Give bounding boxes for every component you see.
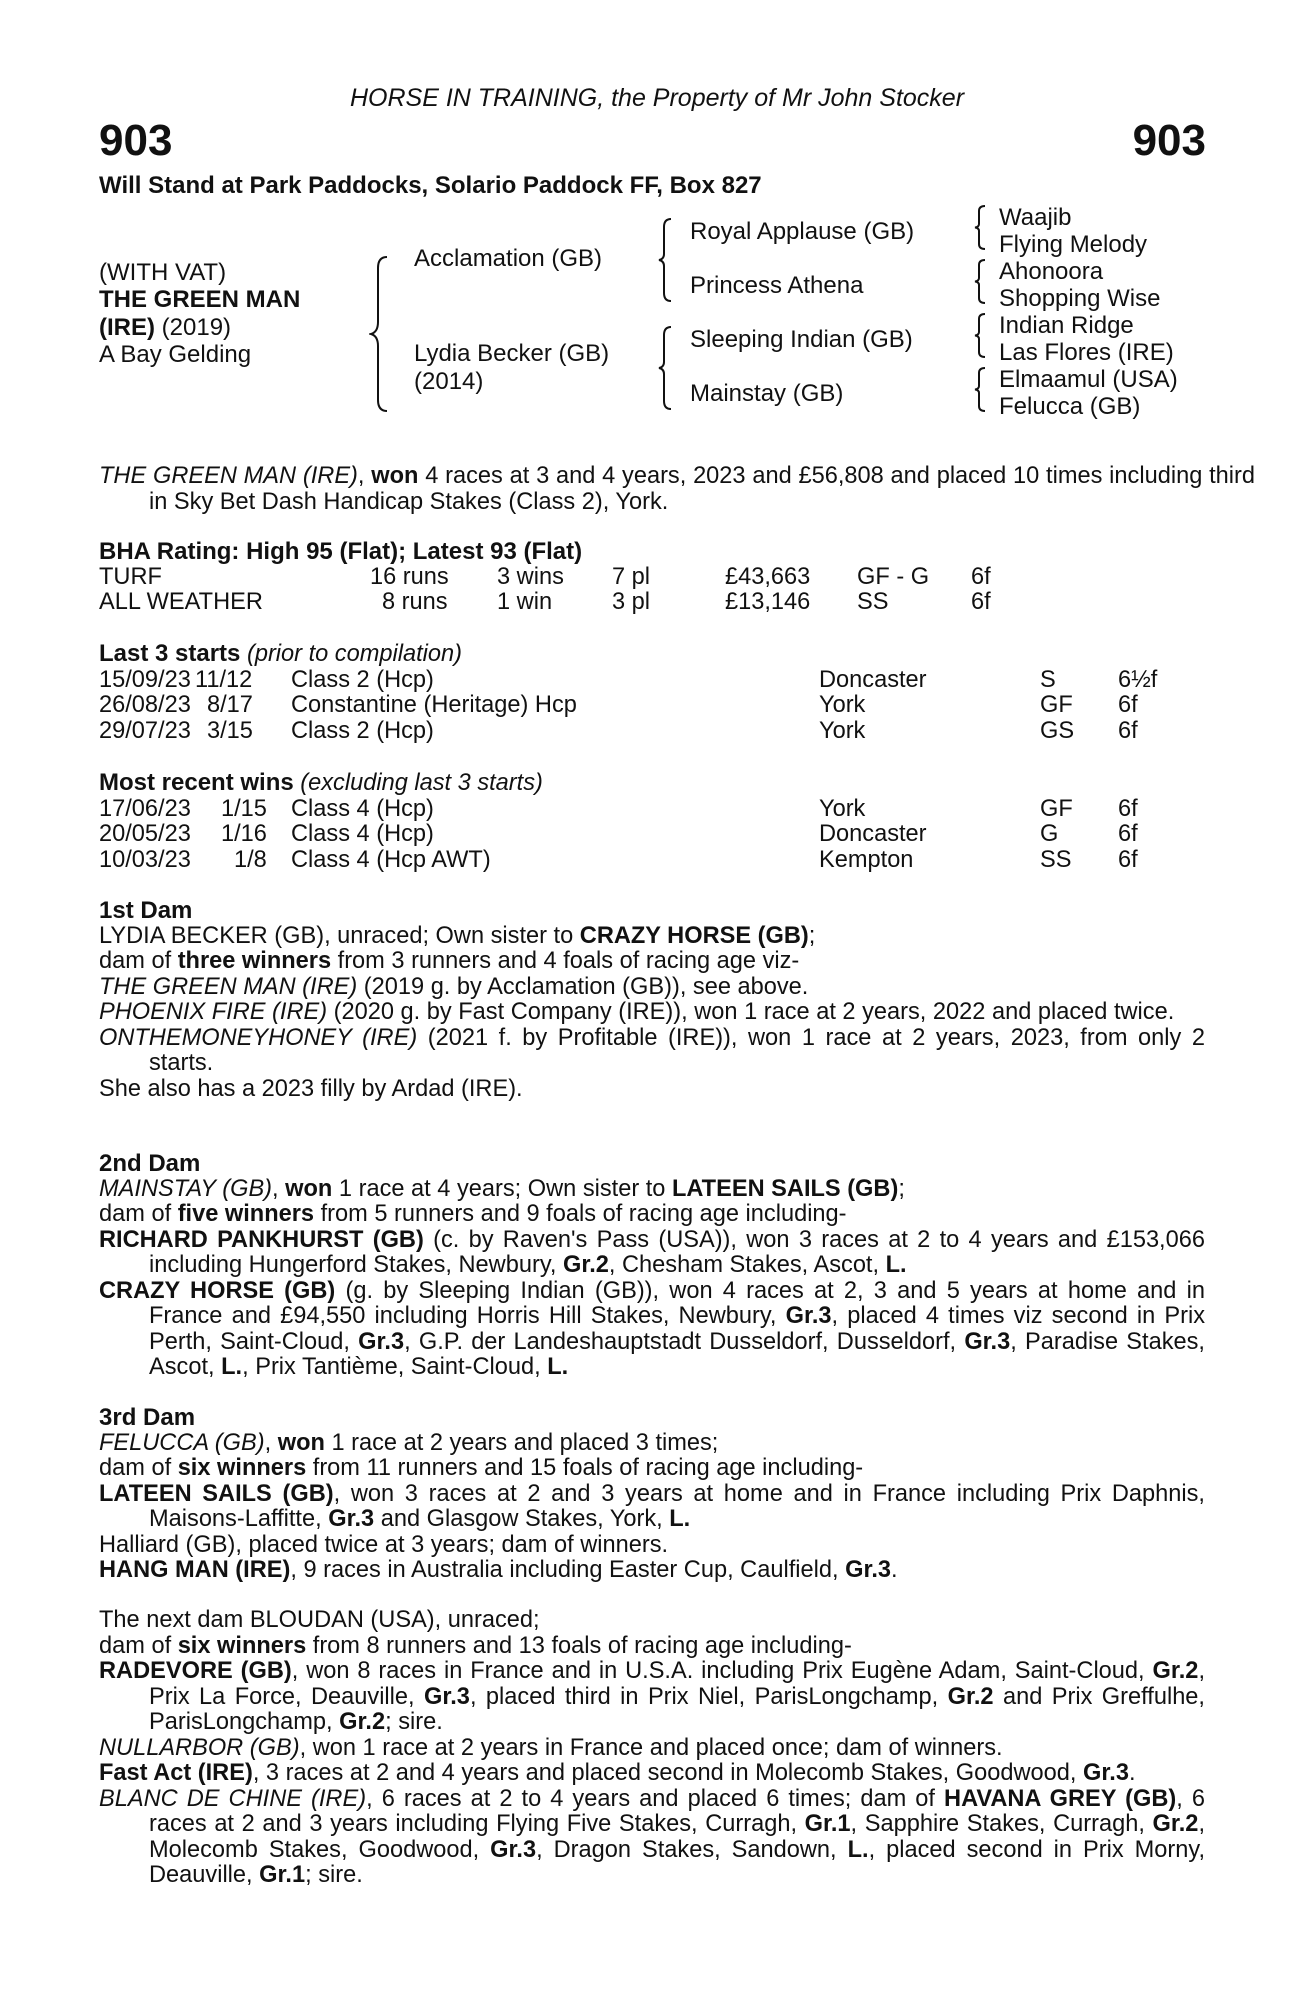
horse-name: THE GREEN MAN	[99, 286, 301, 313]
progeny-name: RICHARD PANKHURST (GB)	[99, 1226, 424, 1253]
horse-year: (2019)	[155, 314, 232, 341]
stand-location: Will Stand at Park Paddocks, Solario Paddock FF, Box 827	[99, 172, 762, 199]
wins: 1 win	[497, 589, 553, 615]
grade: Gr.3	[424, 1683, 470, 1710]
distance: 6½f	[1118, 666, 1158, 693]
progeny-text: , won 3 races at 2 and 3 years at home and in France including Prix Daphnis, Maisons-Laffitte,	[149, 1480, 1205, 1532]
grade: Gr.3	[845, 1557, 892, 1583]
race-summary: THE GREEN MAN (IRE), won 4 races at 3 and 4 years, 2023 and £56,808 and placed 10 times including third in Sky Bet Dash Handicap Stakes (Class 2), York.	[99, 463, 1255, 515]
next-winners: six winners	[177, 1632, 307, 1659]
grandparent-3: Ahonoora	[999, 258, 1104, 285]
dam1-text: LYDIA BECKER (GB), unraced; Own sister to	[99, 922, 580, 949]
lot-number-left: 903	[99, 116, 173, 165]
going: G	[1040, 821, 1059, 847]
grade: Gr.3	[490, 1836, 537, 1863]
progeny-text: (c. by Raven's Pass (USA)), won 3 races at 2 to 4 years and £153,066 including Hungerford Stakes, Newbury,	[149, 1226, 1205, 1278]
position: 3/15	[207, 717, 253, 744]
dam2-winners: five winners	[177, 1201, 315, 1227]
grandparent-7: Elmaamul (USA)	[999, 366, 1178, 393]
start-row	[99, 693, 1205, 719]
recent-note: (excluding last 3 starts)	[293, 770, 543, 796]
page-header: HORSE IN TRAINING, the Property of Mr John Stocker	[349, 84, 965, 112]
recent-title: Most recent wins	[99, 769, 294, 796]
distance: 6f	[1118, 717, 1138, 744]
distance: 6f	[1118, 821, 1138, 847]
progeny-entry	[99, 975, 1205, 1001]
progeny-text: , 3 races at 2 and 4 years and placed second in Molecomb Stakes, Goodwood,	[252, 1760, 1084, 1786]
position: 8/17	[207, 692, 253, 718]
course: York	[819, 692, 866, 718]
listed: L.	[547, 1354, 569, 1380]
progeny-text: , Molecomb Stakes, Goodwood,	[149, 1811, 1205, 1863]
dam3-text: 1 race at 2 years and placed 3 times;	[324, 1429, 719, 1456]
dam-year: (2014)	[414, 368, 484, 395]
rating-row-aw	[99, 590, 1205, 616]
dam2-punct: ,	[272, 1175, 286, 1202]
first-dam	[99, 898, 1205, 1102]
progeny-text: (g. by Sleeping Indian (GB)), won 4 races at 2, 3 and 5 years at home and in France and £94,550 including Horris Hill Stakes, Newbury,	[149, 1277, 1205, 1329]
progeny-text: ; sire.	[385, 1709, 443, 1735]
runs: 8 runs	[382, 589, 448, 615]
progeny-text: , placed 4 times viz second in Prix Perth, Saint-Cloud,	[149, 1303, 1205, 1355]
brace-sire	[657, 218, 673, 302]
grade: Gr.1	[804, 1811, 851, 1837]
distance: 6f	[1118, 795, 1138, 822]
last3-heading	[99, 641, 1205, 668]
recent-heading	[99, 770, 1205, 797]
progeny-name: RADEVORE (GB)	[99, 1658, 292, 1684]
progeny-entry	[99, 1228, 1205, 1279]
summary-won: won	[371, 463, 419, 489]
progeny-name: ONTHEMONEYHONEY (IRE)	[99, 1024, 418, 1051]
progeny-entry	[99, 1000, 1205, 1026]
rating-row-turf	[99, 565, 1205, 591]
course: Kempton	[819, 846, 914, 873]
rating-section	[99, 539, 1205, 616]
brace-g2	[973, 259, 987, 304]
dam2-line2	[99, 1202, 1205, 1228]
summary-horse: THE GREEN MAN (IRE)	[99, 463, 358, 489]
placed: 7 pl	[612, 563, 651, 590]
position: 11/12	[195, 666, 253, 693]
wins: 3 wins	[497, 563, 564, 590]
sire-dam: Princess Athena	[690, 272, 864, 299]
dam2-text: dam of	[99, 1201, 178, 1227]
date: 15/09/23	[99, 666, 191, 693]
distance: 6f	[971, 563, 991, 590]
date: 10/03/23	[99, 846, 191, 873]
progeny-text: , 6 races at 2 to 4 years and placed 6 times; dam of	[366, 1785, 945, 1812]
brace-main	[369, 256, 389, 412]
progeny-entry	[99, 1736, 1205, 1762]
dam1-sister: CRAZY HORSE (GB)	[579, 922, 809, 949]
progeny-name: THE GREEN MAN (IRE)	[99, 973, 358, 1000]
date: 26/08/23	[99, 692, 191, 718]
grandparent-6: Las Flores (IRE)	[999, 339, 1174, 366]
course: Doncaster	[819, 666, 927, 693]
win-row	[99, 848, 1205, 874]
grade: Gr.3	[358, 1328, 405, 1355]
progeny-punct: .	[891, 1557, 898, 1583]
dam1-winners: three winners	[177, 948, 332, 974]
dam3-name: FELUCCA (GB)	[99, 1429, 265, 1456]
progeny-text: (2020 g. by Fast Company (IRE)), won 1 race at 2 years, 2022 and placed twice.	[327, 999, 1175, 1025]
dam2-line1	[99, 1177, 1205, 1203]
progeny-text: , G.P. der Landeshauptstadt Dusseldorf, Dusseldorf,	[404, 1328, 965, 1355]
listed: L.	[847, 1836, 869, 1863]
grade: Gr.2	[947, 1683, 994, 1710]
race: Constantine (Heritage) Hcp	[291, 692, 577, 718]
runs: 16 runs	[370, 563, 449, 590]
grade: Gr.2	[562, 1252, 609, 1278]
progeny-text: , won 8 races in France and in U.S.A. including Prix Eugène Adam, Saint-Cloud,	[291, 1658, 1153, 1684]
horse-country: (IRE)	[99, 314, 155, 341]
progeny-entry	[99, 1279, 1205, 1381]
next-line2	[99, 1634, 1205, 1660]
progeny-name: HANG MAN (IRE)	[99, 1557, 291, 1583]
progeny-entry	[99, 1558, 1205, 1584]
dam1-line2	[99, 949, 1205, 975]
grade: Gr.2	[1152, 1811, 1199, 1837]
progeny-name: LATEEN SAILS (GB)	[99, 1480, 334, 1507]
progeny-text: , Prix La Force, Deauville,	[149, 1658, 1205, 1710]
progeny-name: CRAZY HORSE (GB)	[99, 1277, 336, 1304]
progeny-text: ; sire.	[305, 1862, 363, 1888]
placed: 3 pl	[612, 589, 651, 615]
last-3-starts	[99, 641, 1205, 744]
dam1-text: from 3 runners and 4 foals of racing age viz-	[331, 948, 800, 974]
listed: L.	[885, 1252, 907, 1278]
dam2-sister: LATEEN SAILS (GB)	[671, 1175, 899, 1202]
going: GF - G	[857, 563, 930, 590]
going: SS	[857, 589, 889, 615]
progeny-punct: .	[1128, 1760, 1136, 1786]
date: 17/06/23	[99, 795, 191, 822]
dam1-line3: She also has a 2023 filly by Ardad (IRE).	[99, 1075, 523, 1102]
progeny-text: , 6 races at 2 and 3 years including Flying Five Stakes, Curragh,	[149, 1785, 1205, 1837]
progeny-text: , placed third in Prix Niel, ParisLongchamp,	[469, 1683, 948, 1710]
progeny-text: , 9 races in Australia including Easter Cup, Caulfield,	[290, 1557, 846, 1583]
earnings: £43,663	[725, 563, 811, 590]
grandparent-5: Indian Ridge	[999, 312, 1134, 339]
grandparent-8: Felucca (GB)	[999, 393, 1141, 420]
dam2-punct: ;	[898, 1175, 905, 1202]
dam3-line2	[99, 1456, 1205, 1482]
progeny-text: , Paradise Stakes, Ascot,	[149, 1328, 1205, 1380]
progeny-text: and Glasgow Stakes, York,	[374, 1506, 670, 1532]
dam-sire: Sleeping Indian (GB)	[690, 326, 913, 353]
course: York	[819, 795, 866, 822]
grade: Gr.3	[1083, 1760, 1129, 1786]
dam3-title: 3rd Dam	[99, 1404, 196, 1431]
dam1-text: dam of	[99, 948, 178, 974]
summary-text: 4 races at 3 and 4 years, 2023 and £56,808 and placed 10 times including third in Sky Bet Dash Handicap Stakes (Class 2), York.	[149, 463, 1255, 515]
position: 1/8	[234, 846, 267, 873]
progeny-text: , placed second in Prix Morny, Deauville,	[149, 1836, 1205, 1888]
dam2-won: won	[285, 1175, 333, 1202]
position: 1/15	[221, 795, 267, 822]
rating-title: BHA Rating: High 95 (Flat); Latest 93 (Flat)	[99, 538, 583, 565]
start-row	[99, 668, 1205, 694]
grade: Gr.2	[1152, 1658, 1199, 1684]
horse-suffix	[99, 314, 231, 342]
race: Class 4 (Hcp)	[291, 821, 434, 847]
progeny-entry: Halliard (GB), placed twice at 3 years; dam of winners.	[99, 1531, 669, 1558]
win-row	[99, 797, 1205, 823]
race: Class 2 (Hcp)	[291, 717, 434, 744]
next-line1: The next dam BLOUDAN (USA), unraced;	[99, 1607, 540, 1633]
grandparent-2: Flying Melody	[999, 231, 1148, 258]
next-dam	[99, 1608, 1205, 1889]
progeny-name: NULLARBOR (GB)	[99, 1734, 300, 1761]
dam1-punct: ;	[808, 922, 816, 949]
dam3-text: from 11 runners and 15 foals of racing age including-	[306, 1455, 864, 1481]
dam3-winners: six winners	[177, 1455, 307, 1481]
dam: Lydia Becker (GB)	[414, 340, 610, 367]
earnings: £13,146	[725, 589, 811, 615]
dam2-text: from 5 runners and 9 foals of racing age including-	[314, 1201, 847, 1227]
race: Class 4 (Hcp AWT)	[291, 846, 491, 873]
third-dam	[99, 1405, 1205, 1584]
course: York	[819, 717, 866, 744]
progeny-entry	[99, 1482, 1205, 1533]
date: 20/05/23	[99, 821, 191, 847]
listed: L.	[669, 1506, 691, 1532]
dam1-title: 1st Dam	[99, 897, 193, 924]
vat-note: (WITH VAT)	[99, 259, 227, 286]
distance: 6f	[971, 589, 991, 615]
progeny-text: (2021 f. by Profitable (IRE)), won 1 race at 2 years, 2023, from only 2 starts.	[149, 1024, 1205, 1076]
race: Class 2 (Hcp)	[291, 666, 434, 693]
brace-g3	[973, 313, 987, 358]
going: SS	[1040, 846, 1072, 873]
distance: 6f	[1118, 846, 1138, 873]
horse-description: A Bay Gelding	[99, 341, 252, 368]
last3-title: Last 3 starts	[99, 640, 241, 667]
progeny-text: , Dragon Stakes, Sandown,	[536, 1836, 848, 1863]
second-dam	[99, 1151, 1205, 1381]
progeny-text: , Prix Tantième, Saint-Cloud,	[242, 1354, 548, 1380]
brace-g1	[973, 205, 987, 250]
dam2-title: 2nd Dam	[99, 1150, 201, 1177]
dam1-line1	[99, 924, 1205, 950]
progeny-text: , Sapphire Stakes, Curragh,	[850, 1811, 1153, 1837]
sire: Acclamation (GB)	[414, 245, 603, 272]
surface: TURF	[99, 563, 162, 590]
dam3-line1	[99, 1431, 1205, 1457]
date: 29/07/23	[99, 717, 191, 744]
dam3-punct: ,	[264, 1429, 278, 1456]
position: 1/16	[221, 821, 267, 847]
progeny-entry	[99, 1026, 1205, 1077]
dam3-won: won	[277, 1429, 325, 1456]
listed: L.	[221, 1354, 243, 1380]
sire-sire: Royal Applause (GB)	[690, 218, 915, 245]
grade: Gr.3	[964, 1328, 1011, 1355]
next-text: from 8 runners and 13 foals of racing age including-	[306, 1632, 852, 1659]
last3-note: (prior to compilation)	[240, 641, 463, 667]
progeny-name: HAVANA GREY (GB)	[944, 1785, 1177, 1812]
grade: Gr.2	[339, 1709, 386, 1735]
distance: 6f	[1118, 692, 1138, 718]
going: GS	[1040, 717, 1075, 744]
grade: Gr.3	[785, 1303, 832, 1329]
progeny-text: and Prix Greffulhe, ParisLongchamp,	[149, 1683, 1205, 1735]
start-row	[99, 719, 1205, 745]
lot-number-right: 903	[1132, 116, 1206, 165]
progeny-entry	[99, 1787, 1205, 1889]
race: Class 4 (Hcp)	[291, 795, 434, 822]
going: S	[1040, 666, 1056, 693]
progeny-entry	[99, 1659, 1205, 1736]
dam-dam: Mainstay (GB)	[690, 380, 844, 407]
progeny-text: , Chesham Stakes, Ascot,	[608, 1252, 886, 1278]
surface: ALL WEATHER	[99, 589, 263, 615]
grade: Gr.3	[328, 1506, 375, 1532]
grandparent-4: Shopping Wise	[999, 285, 1161, 312]
progeny-entry	[99, 1761, 1205, 1787]
going: GF	[1040, 795, 1073, 822]
progeny-text: (2019 g. by Acclamation (GB)), see above.	[357, 973, 809, 1000]
brace-dam	[657, 326, 673, 410]
progeny-name: BLANC DE CHINE (IRE)	[99, 1785, 367, 1812]
win-row	[99, 822, 1205, 848]
dam2-name: MAINSTAY (GB)	[99, 1175, 273, 1202]
brace-g4	[973, 367, 987, 412]
progeny-name: Fast Act (IRE)	[99, 1760, 253, 1786]
next-text: dam of	[99, 1632, 178, 1659]
grade: Gr.1	[259, 1862, 306, 1888]
grandparent-1: Waajib	[999, 204, 1072, 231]
dam2-text: 1 race at 4 years; Own sister to	[332, 1175, 672, 1202]
progeny-name: PHOENIX FIRE (IRE)	[99, 999, 328, 1025]
dam3-text: dam of	[99, 1455, 178, 1481]
course: Doncaster	[819, 821, 927, 847]
recent-wins	[99, 770, 1205, 873]
progeny-text: , won 1 race at 2 years in France and placed once; dam of winners.	[299, 1734, 1003, 1761]
going: GF	[1040, 692, 1073, 718]
